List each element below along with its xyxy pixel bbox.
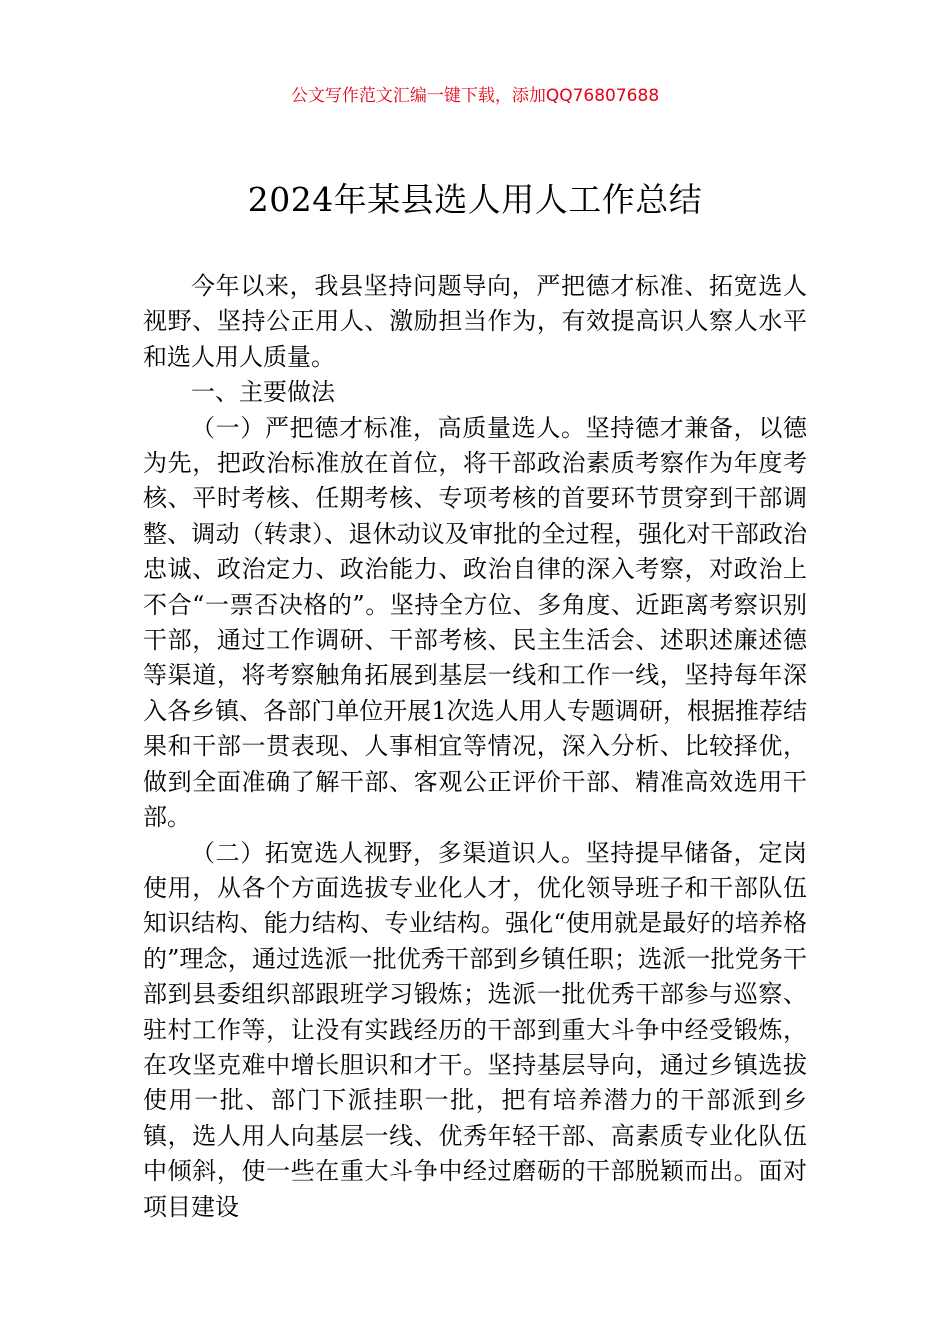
body-paragraph: （二）拓宽选人视野，多渠道识人。坚持提早储备，定岗使用，从各个方面选拔专业化人才，优化领导班子和干部队伍知识结构、能力结构、专业结构。强化“使用就是最好的培养格的”理念，通过选派一批优秀干部到乡镇任职；选派一批党务干部到县委组织部跟班学习锻炼；选派一批优秀干部参与巡察、驻村工作等，让没有实践经历的干部到重大斗争中经受锻炼，在攻坚克难中增长胆识和才干。坚持基层导向，通过乡镇选拔使用一批、部门下派挂职一批，把有培养潜力的干部派到乡镇，选人用人向基层一线、优秀年轻干部、高素质专业化队伍中倾斜，使一些在重大斗争中经过磨砺的干部脱颖而出。面对项目建设 [143, 838, 807, 1221]
body-paragraph: （一）严把德才标准，高质量选人。坚持德才兼备，以德为先，把政治标准放在首位，将干部政治素质考察作为年度考核、平时考核、任期考核、专项考核的首要环节贯穿到干部调整、调动（转隶）、退休动议及审批的全过程，强化对干部政治忠诚、政治定力、政治能力、政治自律的深入考察，对政治上不合“一票否决格的”。坚持全方位、多角度、近距离考察识别干部，通过工作调研、干部考核、民主生活会、述职述廉述德等渠道，将考察触角拓展到基层一线和工作一线，坚持每年深入各乡镇、各部门单位开展1次选人用人专题调研，根据推荐结果和干部一贯表现、人事相宜等情况，深入分析、比较择优，做到全面准确了解干部、客观公正评价干部、精准高效选用干部。 [143, 413, 807, 832]
document-title: 2024年某县选人用人工作总结 [247, 180, 703, 219]
document-body [143, 269, 807, 1225]
intro-paragraph: 今年以来，我县坚持问题导向，严把德才标准、拓宽选人视野、坚持公正用人、激励担当作为，有效提高识人察人水平和选人用人质量。 [143, 272, 807, 371]
download-promo-note: 公文写作范文汇编一键下载，添加QQ76807688 [290, 86, 660, 106]
section-heading: 一、主要做法 [191, 378, 335, 407]
